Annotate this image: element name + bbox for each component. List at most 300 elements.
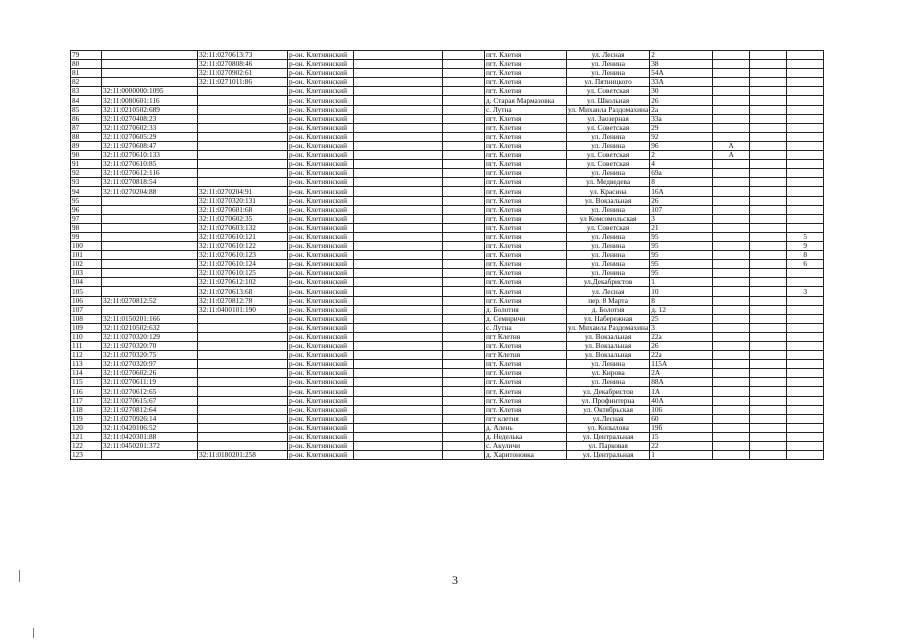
table-cell: 122 <box>71 442 102 451</box>
table-cell <box>787 51 824 60</box>
table-cell <box>750 378 787 387</box>
table-cell: пгт. Клетня <box>485 342 567 351</box>
table-cell <box>354 396 443 405</box>
table-cell <box>787 278 824 287</box>
table-cell <box>713 205 750 214</box>
table-cell: р-он. Клетнянский <box>288 405 354 414</box>
table-cell: пгт. Клетня <box>485 151 567 160</box>
table-cell <box>198 169 288 178</box>
table-cell <box>713 260 750 269</box>
table-cell <box>354 123 443 132</box>
table-cell: 32:11:0270605:29 <box>102 132 198 141</box>
table-cell: ул. Красина <box>567 187 650 196</box>
table-cell <box>443 205 485 214</box>
table-cell: пгт. Клетня <box>485 269 567 278</box>
table-cell: 69а <box>650 169 713 178</box>
table-cell: пгт. Клетня <box>485 241 567 250</box>
table-cell: р-он. Клетнянский <box>288 205 354 214</box>
table-cell <box>198 151 288 160</box>
table-cell <box>102 241 198 250</box>
table-cell: 16А <box>650 187 713 196</box>
table-cell: 84 <box>71 96 102 105</box>
table-cell <box>713 60 750 69</box>
table-cell: 29 <box>650 123 713 132</box>
table-cell: ул. Заозерная <box>567 114 650 123</box>
table-cell: 32:11:0270610:121 <box>198 232 288 241</box>
table-cell: пгт. Клетня <box>485 187 567 196</box>
table-row <box>71 214 824 223</box>
table-cell: 25 <box>650 314 713 323</box>
table-cell <box>443 314 485 323</box>
table-cell: 32:11:0270808:46 <box>198 60 288 69</box>
table-cell: 104 <box>71 278 102 287</box>
table-cell: 32:11:0270902:61 <box>198 69 288 78</box>
table-row <box>71 260 824 269</box>
table-cell <box>787 396 824 405</box>
table-cell <box>102 251 198 260</box>
table-cell: А <box>713 141 750 150</box>
table-cell: 32:11:0270320:75 <box>102 351 198 360</box>
table-cell <box>787 123 824 132</box>
table-cell <box>787 87 824 96</box>
table-cell: 99 <box>71 232 102 241</box>
table-cell <box>787 432 824 441</box>
table-row <box>71 160 824 169</box>
table-cell: 33а <box>650 114 713 123</box>
table-cell: 89 <box>71 141 102 150</box>
table-cell: д. Болотня <box>567 305 650 314</box>
table-row <box>71 141 824 150</box>
table-cell <box>750 123 787 132</box>
table-cell: р-он. Клетнянский <box>288 151 354 160</box>
table-cell <box>198 160 288 169</box>
table-cell <box>750 260 787 269</box>
table-cell <box>713 196 750 205</box>
table-cell <box>750 232 787 241</box>
table-cell: пгт. Клетня <box>485 69 567 78</box>
table-cell: ул. Ленина <box>567 251 650 260</box>
table-cell <box>787 60 824 69</box>
table-cell: ул. Декабристов <box>567 387 650 396</box>
table-cell: р-он. Клетнянский <box>288 160 354 169</box>
table-cell: ул. Ленина <box>567 141 650 150</box>
table-cell: 22а <box>650 332 713 341</box>
table-row <box>71 360 824 369</box>
table-cell <box>713 87 750 96</box>
table-body <box>71 51 824 460</box>
table-cell: 32:11:0270610:133 <box>102 151 198 160</box>
table-cell <box>198 96 288 105</box>
table-row <box>71 342 824 351</box>
table-row <box>71 132 824 141</box>
table-cell <box>198 378 288 387</box>
table-cell: 32:11:0270408:23 <box>102 114 198 123</box>
table-cell: ул. Советская <box>567 87 650 96</box>
table-cell: 32:11:0270610:123 <box>198 251 288 260</box>
table-cell <box>102 69 198 78</box>
table-cell: р-он. Клетнянский <box>288 414 354 423</box>
table-row <box>71 314 824 323</box>
table-cell <box>354 196 443 205</box>
table-cell <box>443 305 485 314</box>
table-cell: 32:11:0270601:68 <box>198 205 288 214</box>
table-row <box>71 423 824 432</box>
table-cell: пгт. Клетня <box>485 78 567 87</box>
table-cell <box>750 305 787 314</box>
table-row <box>71 151 824 160</box>
table-cell: ул. Ленина <box>567 60 650 69</box>
table-cell: пгт. Клетня <box>485 141 567 150</box>
table-cell: 97 <box>71 214 102 223</box>
table-cell <box>787 405 824 414</box>
table-cell: 95 <box>650 260 713 269</box>
table-cell: пгт. Клетня <box>485 387 567 396</box>
table-cell: р-он. Клетнянский <box>288 196 354 205</box>
table-cell: 32:11:0270320:131 <box>198 196 288 205</box>
table-cell <box>443 269 485 278</box>
table-cell: ул. Копылова <box>567 423 650 432</box>
table-cell: 106 <box>71 296 102 305</box>
table-cell: 22а <box>650 351 713 360</box>
table-cell: 95 <box>650 251 713 260</box>
table-cell <box>354 132 443 141</box>
table-cell: 1 <box>650 278 713 287</box>
table-cell: 96 <box>650 141 713 150</box>
table-cell <box>750 269 787 278</box>
table-cell: д. Семиричи <box>485 314 567 323</box>
table-cell <box>787 187 824 196</box>
table-cell <box>443 87 485 96</box>
table-cell: р-он. Клетнянский <box>288 232 354 241</box>
table-cell <box>750 187 787 196</box>
table-cell: 32:11:0270613:73 <box>198 51 288 60</box>
table-cell <box>443 251 485 260</box>
table-cell: 32:11:0080601:116 <box>102 96 198 105</box>
table-cell: 32:11:0270613:68 <box>198 287 288 296</box>
table-cell <box>750 60 787 69</box>
table-cell: р-он. Клетнянский <box>288 451 354 460</box>
table-cell <box>750 387 787 396</box>
table-cell <box>354 432 443 441</box>
table-cell: ул. Ленина <box>567 360 650 369</box>
table-cell: 93 <box>71 178 102 187</box>
table-cell: 32:11:0270926:14 <box>102 414 198 423</box>
table-cell: пер. 8 Марта <box>567 296 650 305</box>
table-cell <box>713 96 750 105</box>
table-cell <box>198 178 288 187</box>
table-cell <box>713 232 750 241</box>
table-cell: пгт. Клетня <box>485 196 567 205</box>
table-cell: 95 <box>650 269 713 278</box>
table-cell <box>750 51 787 60</box>
table-cell: 91 <box>71 160 102 169</box>
table-cell: ул. Профинтерна <box>567 396 650 405</box>
table-cell <box>750 114 787 123</box>
table-row <box>71 287 824 296</box>
table-cell <box>354 51 443 60</box>
table-cell: 4 <box>650 160 713 169</box>
table-cell <box>787 451 824 460</box>
table-cell <box>713 360 750 369</box>
table-cell <box>443 141 485 150</box>
table-cell: 32:11:0270602:35 <box>198 214 288 223</box>
table-cell: 2а <box>650 105 713 114</box>
table-cell <box>713 178 750 187</box>
table-cell: р-он. Клетнянский <box>288 332 354 341</box>
table-cell <box>354 351 443 360</box>
table-cell: 2А <box>650 369 713 378</box>
table-cell: 32:11:0270612:102 <box>198 278 288 287</box>
table-cell <box>354 241 443 250</box>
table-cell: р-он. Клетнянский <box>288 296 354 305</box>
table-cell <box>443 396 485 405</box>
table-cell: 95 <box>650 232 713 241</box>
table-cell: 92 <box>71 169 102 178</box>
table-cell <box>198 351 288 360</box>
table-cell <box>750 360 787 369</box>
table-cell: 120 <box>71 423 102 432</box>
table-row <box>71 69 824 78</box>
table-cell: 32:11:0420106:52 <box>102 423 198 432</box>
table-cell <box>102 260 198 269</box>
table-cell: пгт. Клетня <box>485 178 567 187</box>
table-cell <box>713 51 750 60</box>
table-cell <box>354 305 443 314</box>
table-cell <box>713 442 750 451</box>
table-cell: р-он. Клетнянский <box>288 132 354 141</box>
table-cell <box>443 332 485 341</box>
table-cell: А <box>713 151 750 160</box>
table-row <box>71 114 824 123</box>
table-cell: р-он. Клетнянский <box>288 223 354 232</box>
table-cell <box>787 205 824 214</box>
table-cell <box>787 114 824 123</box>
table-cell <box>787 342 824 351</box>
table-cell: пгт. Клетня <box>485 223 567 232</box>
table-cell <box>354 60 443 69</box>
table-cell <box>443 369 485 378</box>
table-cell <box>443 51 485 60</box>
table-cell: ул. Парковая <box>567 442 650 451</box>
table-cell <box>443 151 485 160</box>
table-cell: 106 <box>650 405 713 414</box>
table-cell <box>354 378 443 387</box>
table-cell: р-он. Клетнянский <box>288 123 354 132</box>
table-cell: ул. Центральная <box>567 432 650 441</box>
table-cell <box>713 223 750 232</box>
table-cell: 54А <box>650 69 713 78</box>
table-cell: 90 <box>71 151 102 160</box>
table-cell <box>443 432 485 441</box>
table-cell: 87 <box>71 123 102 132</box>
table-cell: 32:11:0270204:91 <box>198 187 288 196</box>
table-cell <box>713 69 750 78</box>
table-cell <box>750 160 787 169</box>
table-cell <box>443 442 485 451</box>
table-cell <box>354 451 443 460</box>
table-cell <box>787 169 824 178</box>
table-cell <box>787 269 824 278</box>
table-cell: пгт. Клетня <box>485 214 567 223</box>
scan-edge-mark <box>19 570 20 582</box>
table-cell: 80 <box>71 60 102 69</box>
table-cell: 19б <box>650 423 713 432</box>
table-row <box>71 378 824 387</box>
table-row <box>71 323 824 332</box>
table-cell <box>443 169 485 178</box>
table-cell <box>787 314 824 323</box>
table-cell <box>750 451 787 460</box>
table-cell <box>713 123 750 132</box>
table-cell: 95 <box>71 196 102 205</box>
table-cell <box>750 96 787 105</box>
table-cell: 3 <box>650 214 713 223</box>
table-cell <box>443 296 485 305</box>
table-cell <box>787 332 824 341</box>
table-cell: ул. Ленина <box>567 241 650 250</box>
table-cell: р-он. Клетнянский <box>288 169 354 178</box>
table-cell: ул. Школьная <box>567 96 650 105</box>
table-cell: р-он. Клетнянский <box>288 378 354 387</box>
table-cell: 32:11:0270610:85 <box>102 160 198 169</box>
table-cell: 8 <box>787 251 824 260</box>
table-cell: р-он. Клетнянский <box>288 69 354 78</box>
table-cell: 30 <box>650 87 713 96</box>
table-cell <box>750 87 787 96</box>
table-cell <box>713 105 750 114</box>
table-cell <box>354 387 443 396</box>
table-cell <box>750 423 787 432</box>
table-cell: 94 <box>71 187 102 196</box>
table-cell <box>787 351 824 360</box>
table-cell: 111 <box>71 342 102 351</box>
table-row <box>71 414 824 423</box>
table-cell: 121 <box>71 432 102 441</box>
table-cell <box>354 342 443 351</box>
table-cell <box>787 296 824 305</box>
table-cell: д. Алень <box>485 423 567 432</box>
table-cell: р-он. Клетнянский <box>288 360 354 369</box>
table-row <box>71 223 824 232</box>
table-cell: пгт. Клетня <box>485 405 567 414</box>
table-row <box>71 405 824 414</box>
table-cell: 114 <box>71 369 102 378</box>
table-cell: р-он. Клетнянский <box>288 314 354 323</box>
table-cell <box>713 251 750 260</box>
table-cell <box>198 369 288 378</box>
table-cell: 21 <box>650 223 713 232</box>
table-cell: пгт. Клетня <box>485 87 567 96</box>
table-cell: 92 <box>650 132 713 141</box>
table-cell <box>443 114 485 123</box>
table-cell: пгт. Клетня <box>485 260 567 269</box>
table-cell <box>750 251 787 260</box>
table-cell <box>443 287 485 296</box>
table-cell <box>102 232 198 241</box>
table-cell <box>354 278 443 287</box>
table-cell <box>713 187 750 196</box>
table-cell: д. 12 <box>650 305 713 314</box>
table-cell: 40А <box>650 396 713 405</box>
table-cell: р-он. Клетнянский <box>288 78 354 87</box>
table-cell: пгт. Клетня <box>485 369 567 378</box>
table-cell <box>354 369 443 378</box>
table-cell: 95 <box>650 241 713 250</box>
table-cell: 15 <box>650 432 713 441</box>
table-cell <box>354 223 443 232</box>
table-row <box>71 305 824 314</box>
table-cell: ул. Ленина <box>567 260 650 269</box>
table-cell: пгт. Клетня <box>485 60 567 69</box>
table-cell: 105 <box>71 287 102 296</box>
table-cell <box>354 314 443 323</box>
table-cell <box>787 69 824 78</box>
table-cell <box>354 287 443 296</box>
table-cell: р-он. Клетнянский <box>288 105 354 114</box>
table-cell <box>787 369 824 378</box>
table-cell <box>750 214 787 223</box>
table-cell: пгт. Клетня <box>485 251 567 260</box>
table-cell: 32:11:0000000:1095 <box>102 87 198 96</box>
table-cell <box>354 296 443 305</box>
table-row <box>71 78 824 87</box>
table-cell <box>443 96 485 105</box>
table-cell <box>443 123 485 132</box>
table-cell <box>443 78 485 87</box>
table-cell <box>787 160 824 169</box>
table-cell: ул. Советская <box>567 123 650 132</box>
table-cell: с. Лутна <box>485 323 567 332</box>
table-cell: ул. Ленина <box>567 205 650 214</box>
table-cell: 118 <box>71 405 102 414</box>
table-cell: пгт. Клетня <box>485 160 567 169</box>
table-cell <box>750 442 787 451</box>
table-cell: 83 <box>71 87 102 96</box>
table-cell <box>198 105 288 114</box>
table-cell <box>713 351 750 360</box>
table-cell <box>354 141 443 150</box>
table-cell: 32:11:0270611:19 <box>102 378 198 387</box>
table-cell: ул. Ленина <box>567 169 650 178</box>
table-cell: пгт. Клетня <box>485 378 567 387</box>
table-cell <box>354 442 443 451</box>
table-cell <box>443 351 485 360</box>
table-cell <box>102 278 198 287</box>
table-cell: 115А <box>650 360 713 369</box>
table-cell: 32:11:0270610:122 <box>198 241 288 250</box>
table-cell <box>354 69 443 78</box>
table-cell: р-он. Клетнянский <box>288 432 354 441</box>
table-cell <box>354 405 443 414</box>
table-cell: р-он. Клетнянский <box>288 442 354 451</box>
table-cell: 32:11:0270812:52 <box>102 296 198 305</box>
page-number: 3 <box>452 573 458 587</box>
table-cell <box>443 187 485 196</box>
table-cell <box>102 51 198 60</box>
scan-edge-mark <box>33 628 34 638</box>
table-cell <box>443 132 485 141</box>
table-cell <box>443 69 485 78</box>
table-cell: 32:11:0180201:258 <box>198 451 288 460</box>
table-cell: р-он. Клетнянский <box>288 423 354 432</box>
table-cell <box>713 296 750 305</box>
table-cell: 8 <box>650 296 713 305</box>
table-cell: 26 <box>650 196 713 205</box>
table-cell <box>354 332 443 341</box>
table-cell <box>198 360 288 369</box>
table-cell: д. Болотня <box>485 305 567 314</box>
table-cell: 101 <box>71 251 102 260</box>
